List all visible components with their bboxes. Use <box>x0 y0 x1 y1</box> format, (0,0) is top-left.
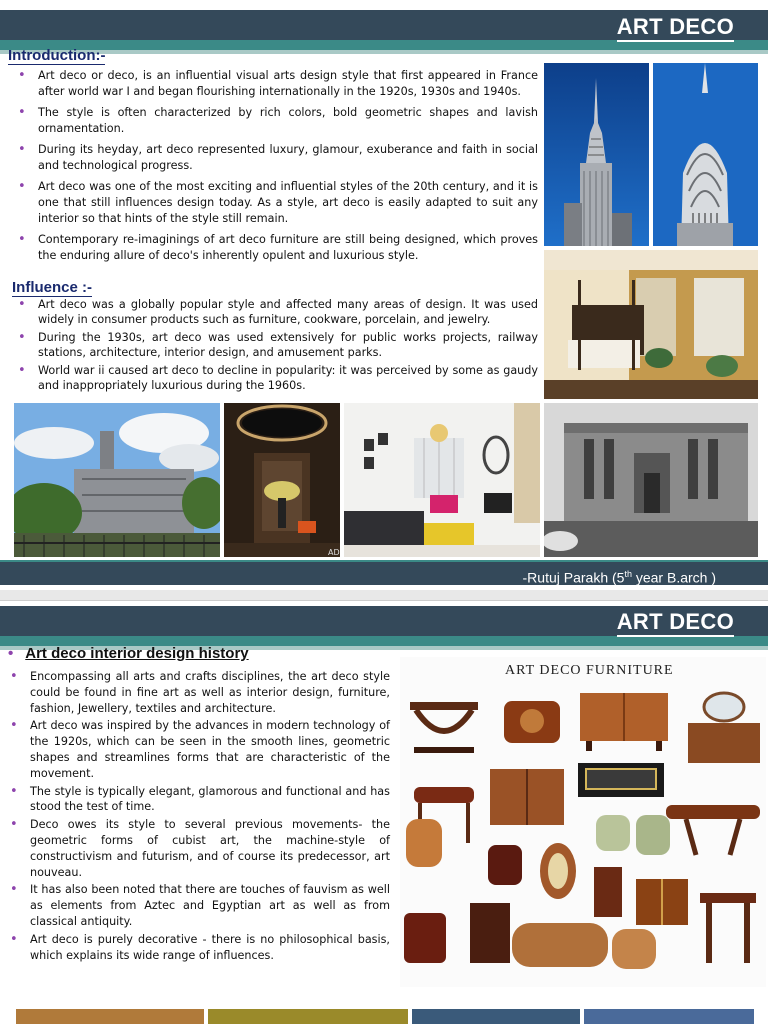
chrysler-spire-photo <box>653 63 758 246</box>
list-item: • Encompassing all arts and crafts disciplines, the art deco style could be found in fine art as well as interior design, furniture, fashion, Jewellery, textiles and architecture. <box>4 669 390 716</box>
intro-heading: Introduction:- <box>8 47 106 64</box>
stoclet-palace-photo <box>14 403 220 557</box>
slide-gap <box>0 590 768 600</box>
section-heading: • Art deco interior design history <box>8 645 249 662</box>
chrysler-building-photo <box>544 63 649 246</box>
list-item: • Art deco is purely decorative - there is no philosophical basis, which explains its wide range of influences. <box>4 932 390 964</box>
photo-watermark: AD <box>328 548 340 557</box>
list-item: • Contemporary re-imaginings of art deco furniture are still being designed, which proves the enduring allure of deco's inherently opulent and luxurious style. <box>12 232 538 264</box>
author-credit: -Rutuj Parakh (5th year B.arch ) <box>522 569 716 586</box>
history-list <box>4 669 390 965</box>
slide-title: ART DECO <box>617 609 734 637</box>
influence-list <box>12 297 538 396</box>
list-item: • Art deco was one of the most exciting and influential styles of the 20th century, and it is one that still influences design today. As a style, art deco is easily adapted to suit any interior so that hints of the style still remain. <box>12 179 538 226</box>
bottom-photo-3 <box>412 1009 580 1024</box>
list-item: • World war ii caused art deco to decline in popularity: it was perceived by some as gaudy and inappropriately luxurious during the 1960s. <box>12 363 538 393</box>
deco-building-bw-photo <box>544 403 758 557</box>
slide-title: ART DECO <box>617 14 734 42</box>
intro-list <box>12 68 538 269</box>
deco-lobby-photo <box>224 403 340 557</box>
bottom-photo-2 <box>208 1009 408 1024</box>
list-item: • During its heyday, art deco represented luxury, glamour, exuberance and faith in social and technological progress. <box>12 142 538 174</box>
bottom-photo-4 <box>584 1009 754 1024</box>
header-accent-light <box>0 50 768 54</box>
furniture-collage <box>400 657 766 987</box>
list-item: • The style is often characterized by rich colors, bold geometric shapes and lavish ornamentation. <box>12 105 538 137</box>
slide-2 <box>0 600 768 1024</box>
list-item: • During the 1930s, art deco was used extensively for public works projects, railway stations, architecture, interior design, and amusement parks. <box>12 330 538 360</box>
bottom-photo-1 <box>16 1009 204 1024</box>
list-item: • The style is typically elegant, glamorous and functional and has stood the test of time. <box>4 784 390 816</box>
art-deco-bedroom-photo <box>544 250 758 399</box>
furniture-title: ART DECO FURNITURE <box>505 663 674 678</box>
influence-heading: Influence :- <box>12 279 93 296</box>
list-item: • It has also been noted that there are touches of fauvism as well as elements from Aztec and Egyptian art as well as from classical antiquity. <box>4 882 390 929</box>
living-room-photo <box>344 403 540 557</box>
list-item: • Art deco was a globally popular style and affected many areas of design. It was used widely in consumer products such as furniture, cookware, porcelain, and jewelry. <box>12 297 538 327</box>
list-item: • Deco owes its style to several previous movements- the geometric forms of cubist art, the machine-style of constructivism and futurism, and of course its predecessor, art nouveau. <box>4 817 390 880</box>
list-item: • Art deco or deco, is an influential visual arts design style that first appeared in France after world war I and began flourishing internationally in the 1920s, 1930s and 1940s. <box>12 68 538 100</box>
list-item: • Art deco was inspired by the advances in modern technology of the 1920s, which can be seen in the smooth lines, geometric shapes and streamlines forms that are characteristic of the movement. <box>4 718 390 781</box>
